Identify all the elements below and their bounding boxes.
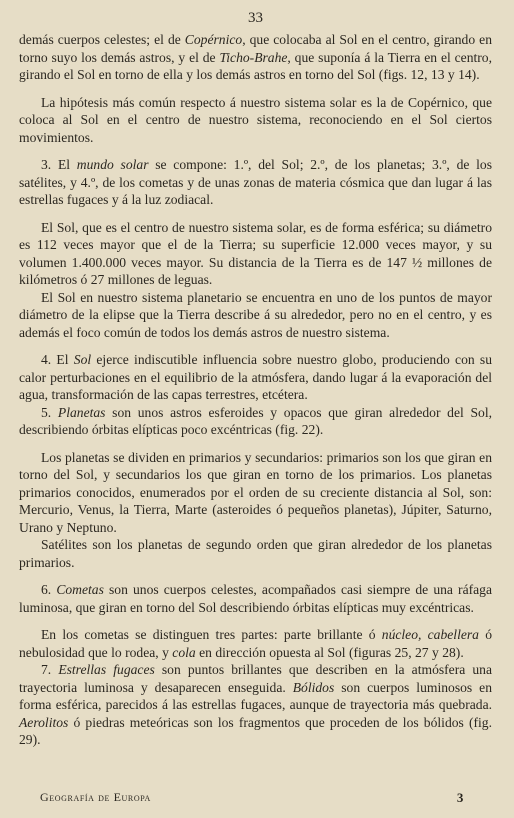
- italic-term: Cometas: [56, 582, 104, 597]
- text-run: son puntos brillantes que describen en la atmósfera una trayectoria luminosa y desaparecen enseguida.: [19, 662, 493, 695]
- text-run: 3. El: [41, 157, 77, 172]
- italic-term: Planetas: [57, 404, 106, 420]
- text-run: ó piedras meteóricas son los fragmentos que proceden de los bólidos (fig. 29).: [19, 714, 492, 747]
- body-text: [19, 31, 492, 749]
- text-run: ejerce indiscutible influencia sobre nuestro globo, produciendo con su calor perturbaciones en el equilibrio de la atmósfera, dando lugar á la evaporación del agua, transformación de las capas terrestres, etcétera.: [19, 352, 492, 402]
- paragraph: [19, 536, 492, 571]
- text-run: son unos cuerpos celestes, acompañados casi siempre de una ráfaga luminosa, que giran en torno del Sol describiendo órbitas elípticas muy excéntricas.: [19, 582, 492, 615]
- italic-term: Aerolitos: [19, 714, 69, 730]
- italic-term: núcleo, cabellera: [381, 627, 479, 642]
- page-number: 33: [248, 10, 263, 26]
- text-run: son unos astros esferoides y opacos que giran alrededor del Sol, describiendo órbitas elípticas poco excéntricas (fig. 22).: [19, 404, 492, 437]
- text-run: 7.: [41, 662, 59, 677]
- italic-term: Bólidos: [292, 679, 335, 695]
- paragraph: [19, 156, 492, 209]
- text-run: se compone: 1.º, del Sol; 2.º, de los planetas; 3.º, de los satélites, y 4.º, de los cometas y de unas zonas de materia cósmica que dan lugar á las estrellas fugaces y á la luz zodiacal.: [19, 157, 493, 207]
- paragraph: [19, 404, 492, 439]
- text-run: son cuerpos luminosos en forma esférica, parecidos á las estrellas fugaces, aunque de trayectoria más quebrada.: [19, 679, 492, 712]
- italic-term: cola: [172, 644, 196, 660]
- text-run: Los planetas se dividen en primarios y secundarios: primarios son los que giran en torno del Sol, y secundarios los que giran en torno de los primarios. Los planetas primarios conocidos, enumerados por el orden de su creciente distancia al Sol, son: Mercurio, Venus, la Tierra, Marte (asteroides ó pequeños planetas), Júpiter, Saturno, Urano y Neptuno.: [19, 449, 492, 535]
- paragraph: [19, 626, 492, 661]
- text-run: La hipótesis más común respecto á nuestro sistema solar es la de Copérnico, que coloca al Sol en el centro de nuestro sistema, reconociendo en el Sol ciertos movimientos.: [19, 94, 492, 145]
- text-run: El Sol, que es el centro de nuestro sistema solar, es de forma esférica; su diámetro es 112 veces mayor que el de la Tierra; su superficie 12.000 veces mayor, y su volumen 1.400.000 veces mayor. Su distancia de la Tierra es de 147 ½ millones de kilómetros ó 27 millones de leguas.: [19, 219, 492, 287]
- running-title: Geografía de Europa: [40, 790, 151, 804]
- paragraph: [19, 661, 492, 749]
- paragraph: [19, 449, 492, 537]
- text-run: 5.: [41, 404, 58, 420]
- paragraph: [19, 581, 492, 616]
- text-run: 6.: [41, 582, 57, 597]
- text-run: ó nebulosidad que lo rodea, y: [19, 627, 492, 660]
- italic-term: mundo solar: [76, 157, 149, 172]
- text-run: , que colocaba al Sol en el centro, girando en torno suyo los demás astros, y el de: [19, 32, 492, 65]
- text-run: El Sol en nuestro sistema planetario se encuentra en uno de los puntos de mayor diámetro de la elipse que la Tierra describe á su alrededor, pero no en el centro, y es además el foco común de todos los demás astros de nuestro sistema.: [19, 289, 492, 340]
- signature-mark: 3: [456, 790, 464, 805]
- italic-term: Copérnico: [184, 32, 243, 47]
- text-run: En los cometas se distinguen tres partes: parte brillante ó: [41, 627, 382, 642]
- paragraph: [19, 94, 492, 147]
- italic-term: Sol: [73, 352, 92, 367]
- text-run: en dirección opuesta al Sol (figuras 25, 27 y 28).: [195, 644, 464, 660]
- text-run: demás cuerpos celestes; el de: [19, 32, 185, 47]
- paragraph: [19, 289, 492, 342]
- paragraph: [19, 219, 492, 289]
- paragraph: [19, 31, 492, 84]
- paragraph: [19, 351, 492, 404]
- italic-term: Estrellas fugaces: [58, 662, 155, 677]
- italic-term: Ticho-Brahe: [219, 49, 288, 65]
- page-footer: [40, 790, 464, 806]
- text-run: , que suponía á la Tierra en el centro, girando el Sol en torno de ella y los demás astros en torno del Sol (figs. 12, 13 y 14).: [19, 49, 492, 82]
- text-run: Satélites son los planetas de segundo orden que giran alrededor de los planetas primarios.: [19, 537, 492, 570]
- text-run: 4. El: [41, 352, 74, 367]
